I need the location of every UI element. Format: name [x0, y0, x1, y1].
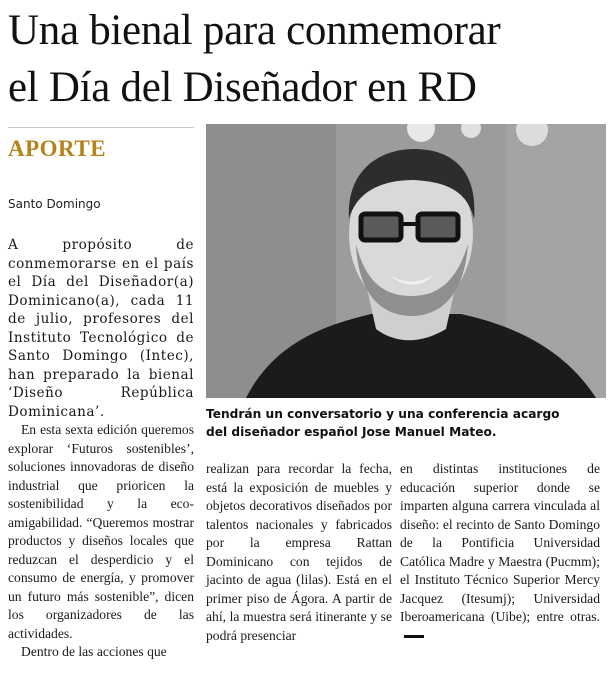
headline: [8, 2, 608, 116]
body-column-3: [400, 460, 600, 645]
section-rule: [8, 127, 194, 128]
headline-line-1: Una bienal para conmemorar: [8, 7, 501, 54]
caption-line-1: Tendrán un conversatorio y una conferencia acargo: [206, 407, 560, 421]
body-paragraph: Dentro de las acciones que: [21, 644, 167, 659]
body-paragraph: En esta sexta edición queremos explorar ‘Futuros sostenibles’, soluciones innovadoras de diseño industrial que prioricen la sostenibilidad y la eco-amigabilidad. “Queremos mostrar productos y diseños locales que reduzcan el desperdicio y el consumo de energía, y promover un futuro más sostenible”, dicen los organizadores de las actividades.: [8, 422, 194, 641]
photo-caption: [206, 405, 606, 441]
body-text: en distintas instituciones de educación superior donde se imparten alguna carrera vinculada al diseño: el recinto de Santo Domingo de la Pontificia Universidad Católica Madre y Maestra (Pucmm); el Instituto Técnico Superior Mercy Jacquez (Itesumj); Universidad Iberoamericana (Uibe); entre otras.: [400, 461, 600, 624]
headline-line-2: el Día del Diseñador en RD: [8, 64, 477, 111]
end-of-article-icon: [404, 635, 424, 638]
lead-paragraph: A propósito de conmemorarse en el país el Día del Diseñador(a) Dominicano(a), cada 11 de julio, profesores del Instituto Tecnológico de Santo Domingo (Intec), han preparado la bienal ‘Diseño República Dominicana’.: [8, 237, 194, 420]
caption-line-2: del diseñador español Jose Manuel Mateo.: [206, 425, 497, 439]
section-label: APORTE: [8, 136, 107, 161]
body-paragraph-final: [400, 460, 600, 645]
portrait-illustration: [206, 124, 606, 398]
body-column-2: [206, 460, 392, 645]
dateline: Santo Domingo: [8, 197, 101, 211]
body-column-1: [8, 236, 194, 662]
body-paragraph: realizan para recordar la fecha, está la exposición de muebles y objetos decorativos diseñados por talentos nacionales y fabricados por la empresa Rattan Dominicano con tejidos de jacinto de agua (lilas). Está en el primer piso de Ágora. A partir de ahí, la muestra será itinerante y se podrá presenciar: [206, 461, 392, 643]
portrait-photo: [206, 124, 606, 398]
